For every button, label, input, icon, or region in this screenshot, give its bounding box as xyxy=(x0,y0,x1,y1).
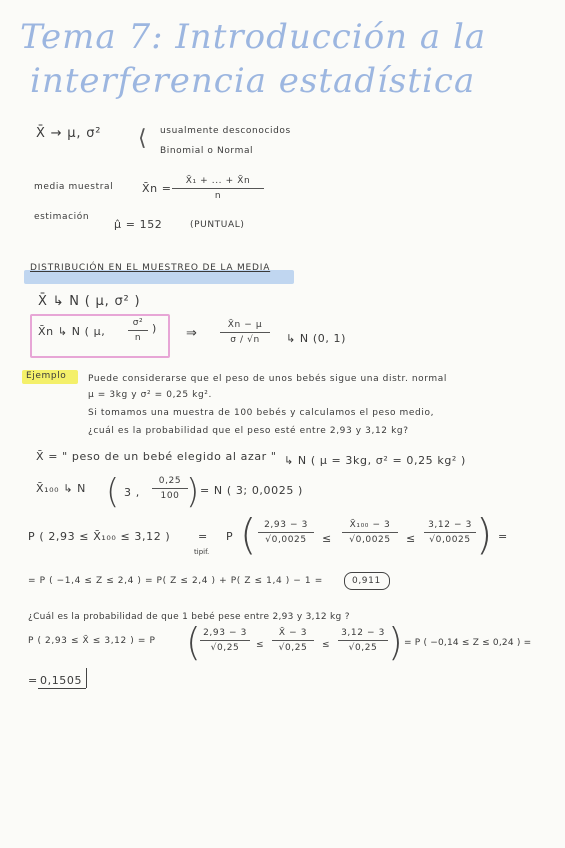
g-mid-denominator: √0,25 xyxy=(278,643,308,653)
fraction-bar xyxy=(172,188,264,189)
boxed-denominator: n xyxy=(134,333,142,343)
prob-P: P xyxy=(226,530,234,543)
fraction-bar xyxy=(338,640,388,641)
z-lower-denominator: √0,0025 xyxy=(265,535,307,545)
result2-box-right xyxy=(84,668,87,688)
prob2-lhs: P ( 2,93 ≤ X̄ ≤ 3,12 ) = P xyxy=(28,636,156,646)
title-line-2: interferencia estadística xyxy=(30,61,476,101)
example-line-1: Puede considerarse que el peso de unos bebés sigue una distr. normal xyxy=(88,374,448,384)
g-lower-numerator: 2,93 − 3 xyxy=(203,628,247,638)
tipif-label: tipif. xyxy=(194,548,210,556)
g-upper-fraction xyxy=(338,628,388,653)
z-lower-numerator: 2,93 − 3 xyxy=(264,520,308,530)
note-unknown: usualmente desconocidos xyxy=(160,126,291,136)
fraction-bar xyxy=(342,532,398,533)
section-heading: DISTRIBUCIÓN EN EL MUESTREO DE LA MEDIA xyxy=(30,263,271,273)
x100-mean: 3 , xyxy=(124,486,140,499)
result2-value: 0,1505 xyxy=(40,674,83,687)
question-2: ¿Cuál es la probabilidad de que 1 bebé pese entre 2,93 y 3,12 kg ? xyxy=(28,612,350,622)
z-upper-denominator: √0,0025 xyxy=(429,535,471,545)
z-upper-numerator: 3,12 − 3 xyxy=(428,520,472,530)
leq-sign: ≤ xyxy=(256,640,265,650)
standardize-denominator: σ / √n xyxy=(230,335,260,345)
example-line-3: Si tomamos una muestra de 100 bebés y calculamos el peso medio, xyxy=(88,408,435,418)
close-paren: ) xyxy=(186,472,200,512)
fraction-bar xyxy=(258,532,314,533)
g-upper-denominator: √0,25 xyxy=(348,643,378,653)
x100-numerator: 0,25 xyxy=(158,476,182,486)
result2-box-bottom xyxy=(38,688,86,689)
leq-sign: ≤ xyxy=(406,532,416,545)
standardize-numerator: X̄n − μ xyxy=(227,320,263,330)
z-mid-numerator: X̄₁₀₀ − 3 xyxy=(349,520,391,530)
brace-icon: ⟨ xyxy=(138,126,147,151)
x-distribution: ↳ N ( μ = 3kg, σ² = 0,25 kg² ) xyxy=(284,454,466,467)
close-paren: ) xyxy=(476,510,493,559)
fraction-bar xyxy=(272,640,314,641)
standard-normal: ↳ N (0, 1) xyxy=(286,332,347,345)
result2-eq: = xyxy=(28,674,38,687)
prob2-rhs: = P ( −0,14 ≤ Z ≤ 0,24 ) = xyxy=(404,638,532,648)
g-mid-fraction xyxy=(272,628,314,653)
example-line-4: ¿cuál es la probabilidad que el peso esté entre 2,93 y 3,12 kg? xyxy=(88,426,409,436)
xn-fraction xyxy=(172,176,264,201)
title-line-1: Tema 7: Introducción a la xyxy=(20,17,487,57)
xn-numerator: X̄₁ + ... + X̄n xyxy=(185,176,251,186)
x100-denominator: 100 xyxy=(160,491,180,501)
boxed-fraction xyxy=(128,318,148,343)
xn-denominator: n xyxy=(214,191,222,201)
leq-sign: ≤ xyxy=(322,640,331,650)
boxed-numerator: σ² xyxy=(132,318,144,328)
example-line-2: μ = 3kg y σ² = 0,25 kg². xyxy=(88,390,212,400)
g-mid-numerator: X̄ − 3 xyxy=(278,628,308,638)
fraction-bar xyxy=(128,330,148,331)
boxed-close-paren: ) xyxy=(152,322,157,335)
close-paren: ) xyxy=(388,620,403,664)
note-distribution: Binomial o Normal xyxy=(160,146,254,156)
result-line: = P ( −1,4 ≤ Z ≤ 2,4 ) = P( Z ≤ 2,4 ) + P( Z ≤ 1,4 ) − 1 = xyxy=(28,576,323,586)
result-value: 0,911 xyxy=(352,576,381,586)
fraction-bar xyxy=(200,640,250,641)
z-mid-fraction xyxy=(342,520,398,545)
open-paren: ( xyxy=(106,472,120,512)
x100-fraction xyxy=(152,476,188,501)
x100-rhs: = N ( 3; 0,0025 ) xyxy=(200,484,303,497)
fraction-bar xyxy=(424,532,476,533)
example-tag: Ejemplo xyxy=(26,371,67,381)
media-label: media muestral xyxy=(34,182,114,192)
sampling-dist-line: X̄ ↳ N ( μ, σ² ) xyxy=(38,294,141,309)
prob-lhs: P ( 2,93 ≤ X̄₁₀₀ ≤ 3,12 ) xyxy=(28,530,171,543)
xn-lhs: X̄n = xyxy=(142,182,172,195)
leq-sign: ≤ xyxy=(322,532,332,545)
estimation-value: μ̂ = 152 xyxy=(114,218,163,231)
g-lower-fraction xyxy=(200,628,250,653)
prob-eq: = xyxy=(198,530,208,543)
g-upper-numerator: 3,12 − 3 xyxy=(341,628,385,638)
fraction-bar xyxy=(220,332,270,333)
fraction-bar xyxy=(152,488,188,489)
standardize-fraction xyxy=(220,320,270,345)
xbar-map: X̄ → μ, σ² xyxy=(36,126,102,141)
z-lower-fraction xyxy=(258,520,314,545)
estimation-type: (PUNTUAL) xyxy=(190,220,245,230)
z-mid-denominator: √0,0025 xyxy=(349,535,391,545)
boxed-lhs: X̄n ↳ N ( μ, xyxy=(38,325,106,338)
x-definition: X̄ = " peso de un bebé elegido al azar " xyxy=(36,450,277,463)
g-lower-denominator: √0,25 xyxy=(210,643,240,653)
prob-eq-end: = xyxy=(498,530,508,543)
implies-icon: ⇒ xyxy=(186,326,198,341)
open-paren: ( xyxy=(186,620,201,664)
open-paren: ( xyxy=(240,510,257,559)
estimation-label: estimación xyxy=(34,212,90,222)
x100-lhs: X̄₁₀₀ ↳ N xyxy=(36,482,87,495)
z-upper-fraction xyxy=(424,520,476,545)
